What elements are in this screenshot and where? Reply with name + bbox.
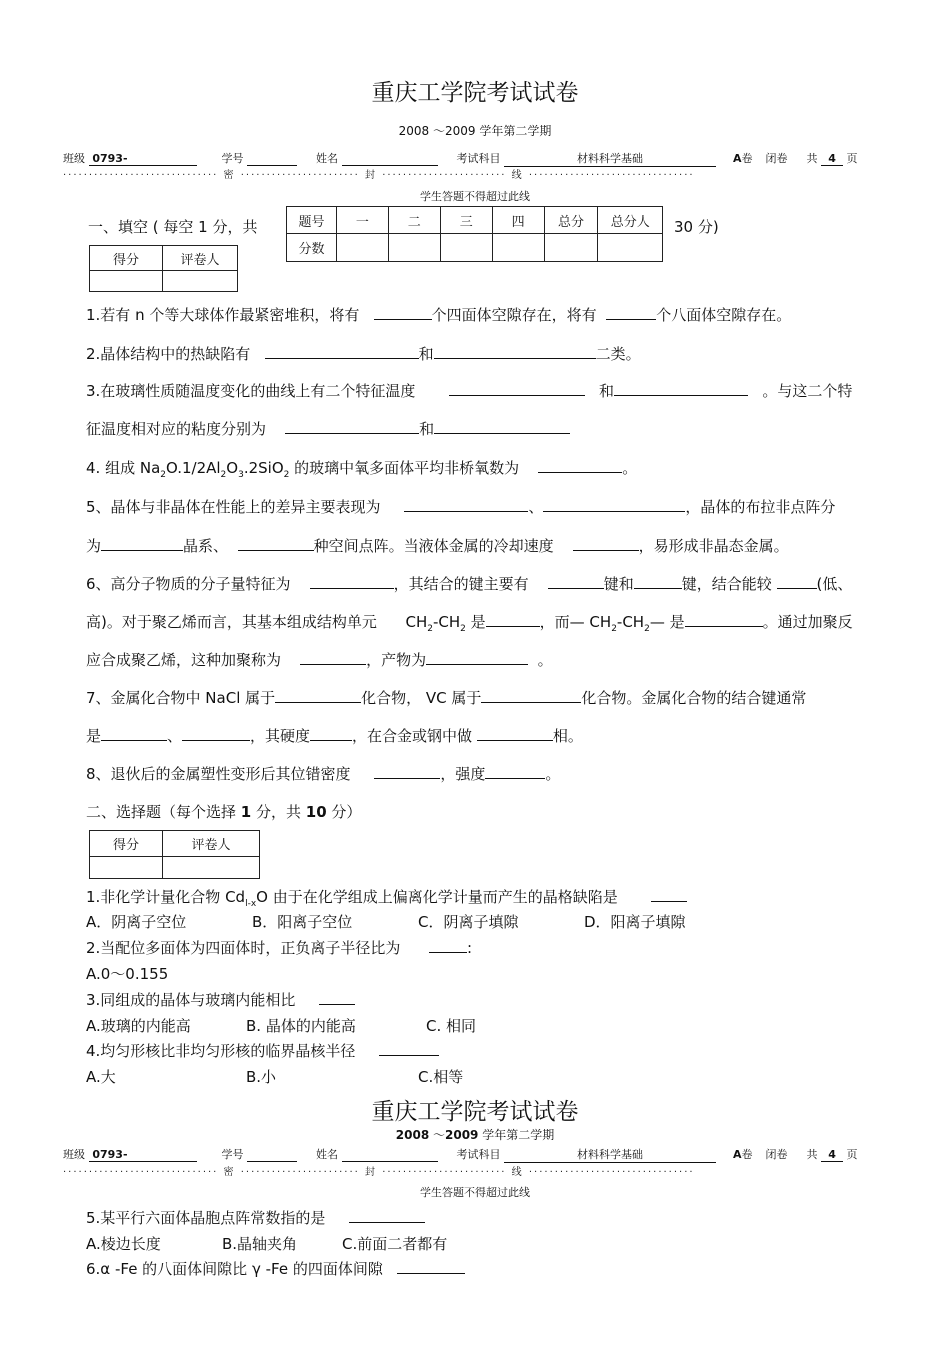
score-table-row-label: 分数	[287, 234, 337, 262]
answer-blank[interactable]	[685, 611, 763, 627]
answer-blank[interactable]	[614, 380, 748, 396]
score-table-header: 三	[440, 207, 492, 234]
class-label: 班级	[63, 1148, 85, 1161]
paper-type: A	[733, 152, 742, 165]
choice-1-option-d[interactable]: D．阳离子填隙	[584, 913, 686, 931]
choice-5-option-c[interactable]: C.前面二者都有	[342, 1235, 448, 1253]
question-5-cont: 为 晶系、 种空间点阵。当液体金属的冷却速度 ，易形成非晶态金属。	[86, 537, 789, 555]
total-pages: 4	[821, 152, 843, 166]
seal-word-feng: 封	[365, 170, 378, 181]
answer-blank[interactable]	[101, 535, 183, 551]
answer-blank[interactable]	[349, 1207, 425, 1223]
score-cell[interactable]	[492, 234, 544, 262]
answer-blank[interactable]	[651, 886, 687, 902]
choice-2-option-a[interactable]: A.0～0.155	[86, 965, 169, 983]
closed-book: 闭卷	[765, 152, 788, 165]
answer-blank[interactable]	[182, 725, 250, 741]
answer-blank[interactable]	[101, 725, 167, 741]
grader-label: 评卷人	[163, 831, 260, 857]
subject-value: 材料科学基础	[504, 1146, 716, 1163]
exam-title: 重庆工学院考试试卷	[371, 80, 579, 106]
answer-blank[interactable]	[426, 649, 528, 665]
paper-type: A	[733, 1148, 742, 1161]
choice-4-option-a[interactable]: A.大	[86, 1068, 116, 1086]
semester-line-page2: 2008 ～2009 学年第二学期	[395, 1128, 555, 1142]
total-label: 共	[806, 1148, 818, 1161]
seal-word-xian: 线	[511, 170, 524, 181]
semester-line: 2008 ～2009 学年第二学期	[398, 124, 552, 138]
answer-blank[interactable]	[319, 989, 355, 1005]
page-unit: 页	[846, 1148, 858, 1161]
grader-score-cell[interactable]	[90, 271, 163, 292]
score-cell[interactable]	[544, 234, 598, 262]
seal-word-mi: 密	[223, 1167, 236, 1178]
score-table-header: 二	[388, 207, 440, 234]
section1-title: 一、填空 ( 每空 1 分，共	[88, 218, 258, 236]
question-8: 8、退伙后的金属塑性变形后其位错密度 ，强度 。	[86, 765, 561, 783]
choice-4-stem: 4.均匀形核比非均匀形核的临界晶核半径	[86, 1040, 439, 1061]
question-3: 3.在玻璃性质随温度变化的曲线上有二个特征温度 和 。与这二个特	[86, 382, 853, 400]
choice-1-stem: 1.非化学计量化合物 $Cd_{l-x}O$ 由于在化学组成上偏离化学计量而产生的晶格缺陷是	[86, 886, 687, 909]
closed-book: 闭卷	[765, 1148, 788, 1161]
score-table-header: 四	[492, 207, 544, 234]
choice-2-stem: 2.当配位多面体为四面体时，正负离子半径比为 :	[86, 939, 472, 957]
answer-blank[interactable]	[310, 573, 394, 589]
choice-1-option-a[interactable]: A．阴离子空位	[86, 913, 187, 931]
seal-line-page2: ······························ 密 ······················· 封 ························ 线 ································	[63, 1167, 695, 1178]
answer-blank[interactable]	[477, 725, 553, 741]
score-table-header: 一	[336, 207, 388, 234]
section1-title-end: 30 分)	[674, 218, 719, 236]
choice-1-option-c[interactable]: C．阴离子填隙	[418, 913, 519, 931]
name-field[interactable]	[342, 152, 438, 166]
grader-score-label: 得分	[90, 831, 163, 857]
answer-blank[interactable]	[397, 1258, 465, 1274]
name-label: 姓名	[316, 152, 338, 165]
answer-blank[interactable]	[434, 418, 570, 434]
header-row	[63, 150, 858, 167]
answer-blank[interactable]	[573, 535, 639, 551]
choice-4-option-c[interactable]: C.相等	[418, 1068, 464, 1086]
grader-box-2	[89, 830, 260, 879]
score-cell[interactable]	[336, 234, 388, 262]
id-label: 学号	[221, 152, 244, 165]
question-7: 7、金属化合物中 NaCl 属于 化合物， VC 属于 化合物。金属化合物的结合键通常	[86, 689, 807, 707]
choice-3-option-b[interactable]: B. 晶体的内能高	[246, 1017, 356, 1035]
class-value: 0793-	[89, 1148, 197, 1162]
score-table-header: 总分人	[598, 207, 663, 234]
question-2: 2.晶体结构中的热缺陷有 和 二类。	[86, 345, 641, 363]
answer-blank[interactable]	[310, 725, 352, 741]
paper-label: 卷	[741, 1148, 753, 1161]
answer-blank[interactable]	[434, 343, 596, 359]
subject-label: 考试科目	[456, 152, 501, 165]
grader-name-cell[interactable]	[163, 271, 238, 292]
score-table-header: 题号	[287, 207, 337, 234]
score-cell[interactable]	[598, 234, 663, 262]
exam-title-page2: 重庆工学院考试试卷	[371, 1099, 579, 1125]
score-cell[interactable]	[440, 234, 492, 262]
grader-box	[89, 245, 238, 292]
question-6-cont: 高)。对于聚乙烯而言，其基本组成结构单元 $CH_2-CH_2$ 是 ，而— $CH_2-CH_2—$ 是 。通过加聚反	[86, 613, 853, 634]
header-row-page2	[63, 1146, 858, 1163]
choice-4-option-b[interactable]: B.小	[246, 1068, 277, 1086]
choice-5-option-b[interactable]: B.晶轴夹角	[222, 1235, 298, 1253]
score-table	[286, 206, 663, 262]
answer-blank[interactable]	[404, 496, 528, 512]
choice-1-option-b[interactable]: B．阳离子空位	[252, 913, 353, 931]
score-table-header: 总分	[544, 207, 598, 234]
answer-blank[interactable]	[429, 937, 467, 953]
class-value: 0793-	[89, 152, 197, 166]
section2-title: 二、选择题（每个选择 1 分，共 10 分）	[86, 803, 362, 821]
score-cell[interactable]	[388, 234, 440, 262]
question-4: 4. 组成 $Na_2O.1/2Al_2O_3.2SiO_2$ 的玻璃中氧多面体平均非桥氧数为 。	[86, 459, 638, 480]
choice-6-stem: 6.α -Fe 的八面体间隙比 γ -Fe 的四面体间隙	[86, 1258, 465, 1279]
question-5: 5、晶体与非晶体在性能上的差异主要表现为 、 ，晶体的布拉非点阵分	[86, 498, 836, 516]
id-label: 学号	[221, 1148, 244, 1161]
answer-blank[interactable]	[275, 687, 361, 703]
question-7-cont: 是 、 ，其硬度 ，在合金或钢中做 相。	[86, 727, 583, 745]
answer-blank[interactable]	[634, 573, 682, 589]
subject-value: 材料科学基础	[504, 150, 716, 167]
answer-blank[interactable]	[777, 573, 817, 589]
choice-3-option-c[interactable]: C. 相同	[426, 1017, 477, 1035]
question-3-cont: 征温度相对应的粘度分别为 和	[86, 418, 570, 439]
answer-blank[interactable]	[606, 304, 656, 320]
page-unit: 页	[846, 152, 858, 165]
answer-blank[interactable]	[265, 343, 419, 359]
grader-name-cell[interactable]	[163, 857, 260, 879]
answer-blank[interactable]	[449, 380, 585, 396]
grader-label: 评卷人	[163, 246, 238, 271]
name-field[interactable]	[342, 1148, 438, 1162]
seal-note-page2: 学生答题不得超过此线	[420, 1186, 530, 1199]
seal-word-mi: 密	[223, 170, 236, 181]
subject-label: 考试科目	[456, 1148, 501, 1161]
id-field[interactable]	[247, 1148, 297, 1162]
choice-3-option-a[interactable]: A.玻璃的内能高	[86, 1017, 191, 1035]
grader-score-label: 得分	[90, 246, 163, 271]
grader-score-cell[interactable]	[90, 857, 163, 879]
answer-blank[interactable]	[481, 687, 581, 703]
name-label: 姓名	[316, 1148, 338, 1161]
answer-blank[interactable]	[548, 573, 604, 589]
answer-blank[interactable]	[538, 457, 622, 473]
answer-blank[interactable]	[238, 535, 314, 551]
answer-blank[interactable]	[300, 649, 366, 665]
answer-blank[interactable]	[543, 496, 685, 512]
choice-5-stem: 5.某平行六面体晶胞点阵常数指的是	[86, 1207, 425, 1228]
total-label: 共	[806, 152, 818, 165]
question-6-cont2: 应合成聚乙烯，这种加聚称为 ，产物为 。	[86, 651, 553, 669]
seal-note: 学生答题不得超过此线	[420, 190, 530, 203]
total-pages: 4	[821, 1148, 843, 1162]
seal-word-feng: 封	[365, 1167, 378, 1178]
answer-blank[interactable]	[374, 763, 440, 779]
answer-blank[interactable]	[485, 763, 545, 779]
answer-blank[interactable]	[374, 304, 432, 320]
question-6: 6、高分子物质的分子量特征为 ，其结合的键主要有 键和 键，结合能较 (低、	[86, 575, 853, 593]
seal-line: ······························ 密 ······················· 封 ························ 线 ································	[63, 170, 695, 181]
id-field[interactable]	[247, 152, 297, 166]
answer-blank[interactable]	[486, 611, 540, 627]
question-1: 1.若有 n 个等大球体作最紧密堆积，将有 个四面体空隙存在，将有 个八面体空隙存在。	[86, 306, 792, 324]
paper-label: 卷	[741, 152, 753, 165]
answer-blank[interactable]	[379, 1040, 439, 1056]
seal-word-xian: 线	[511, 1167, 524, 1178]
choice-5-option-a[interactable]: A.棱边长度	[86, 1235, 161, 1253]
class-label: 班级	[63, 152, 85, 165]
answer-blank[interactable]	[285, 418, 419, 434]
choice-3-stem: 3.同组成的晶体与玻璃内能相比	[86, 989, 355, 1010]
